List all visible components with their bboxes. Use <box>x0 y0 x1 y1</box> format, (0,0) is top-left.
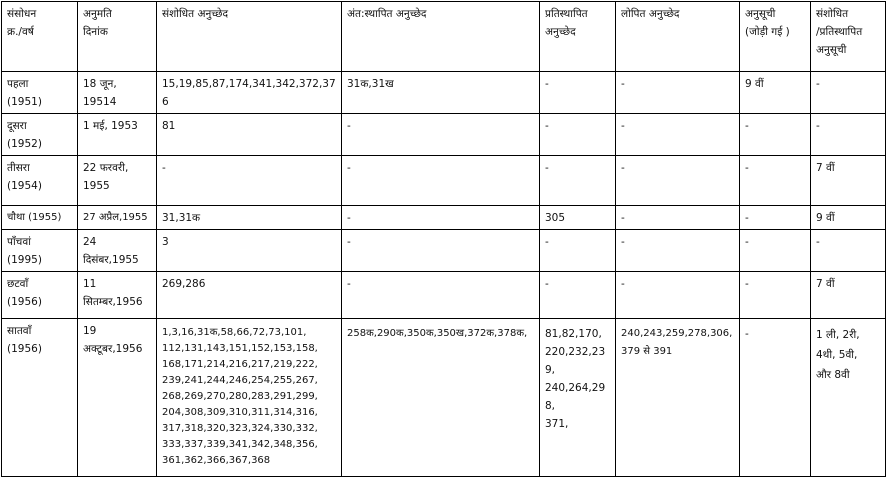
header-amended-articles: संशोधित अनुच्छेद <box>157 2 342 72</box>
cell-amended-articles: - <box>157 156 342 206</box>
cell-omitted-articles: - <box>616 272 740 319</box>
cell-amendment-year: सातवाँ (1956) <box>2 319 78 477</box>
cell-schedule-amended: 7 वीं <box>811 156 886 206</box>
cell-inserted-articles: 31क,31ख <box>342 72 540 114</box>
cell-amendment-year: छटवाँ (1956) <box>2 272 78 319</box>
cell-assent-date: 27 अप्रैल,1955 <box>78 206 157 230</box>
header-schedule-amended: संशोधित /प्रतिस्थापित अनुसूची <box>811 2 886 72</box>
cell-amendment-year: पाँचवां (1995) <box>2 230 78 272</box>
cell-schedule-added: - <box>740 319 811 477</box>
cell-assent-date: 18 जून, 19514 <box>78 72 157 114</box>
cell-schedule-added: - <box>740 230 811 272</box>
cell-amended-articles: 15,19,85,87,174,341,342,372,376 <box>157 72 342 114</box>
header-substituted-articles: प्रतिस्थापित अनुच्छेद <box>540 2 616 72</box>
table-row <box>2 206 886 230</box>
cell-amended-articles: 31,31क <box>157 206 342 230</box>
cell-amended-articles: 81 <box>157 114 342 156</box>
cell-schedule-amended: 7 वीं <box>811 272 886 319</box>
cell-substituted-articles: 81,82,170, 220,232,239, 240,264,298, 371, <box>540 319 616 477</box>
cell-schedule-amended: 9 वीं <box>811 206 886 230</box>
table-row <box>2 230 886 272</box>
cell-schedule-added: - <box>740 206 811 230</box>
cell-substituted-articles: - <box>540 230 616 272</box>
cell-assent-date: 24 दिसंबर,1955 <box>78 230 157 272</box>
cell-inserted-articles: - <box>342 114 540 156</box>
table-row <box>2 72 886 114</box>
cell-inserted-articles: 258क,290क,350क,350ख,372क,378क, <box>342 319 540 477</box>
cell-amendment-year: दूसरा (1952) <box>2 114 78 156</box>
cell-assent-date: 22 फरवरी, 1955 <box>78 156 157 206</box>
cell-substituted-articles: - <box>540 272 616 319</box>
cell-schedule-amended: - <box>811 230 886 272</box>
cell-omitted-articles: - <box>616 72 740 114</box>
cell-assent-date: 1 मई, 1953 <box>78 114 157 156</box>
cell-amended-articles: 1,3,16,31क,58,66,72,73,101, 112,131,143,151,152,153,158, 168,171,214,216,217,219,222, 239,241,244,246,254,255,267, 268,269,270,280,283,291,299, 204,308,309,310,311,314,316, 317,318,320,323,324,330,332, 333,337,339,341,342,348,356, 361,362,366,367,368 <box>157 319 342 477</box>
cell-omitted-articles: - <box>616 156 740 206</box>
cell-schedule-amended: 1 ली, 2री, 4थी, 5वी, और 8वी <box>811 319 886 477</box>
cell-inserted-articles: - <box>342 272 540 319</box>
header-omitted-articles: लोपित अनुच्छेद <box>616 2 740 72</box>
header-amendment-year: संसोधन क्र./वर्ष <box>2 2 78 72</box>
cell-omitted-articles: - <box>616 230 740 272</box>
cell-amendment-year: चौथा (1955) <box>2 206 78 230</box>
header-assent-date: अनुमति दिनांक <box>78 2 157 72</box>
cell-omitted-articles: 240,243,259,278,306, 379 से 391 <box>616 319 740 477</box>
amendments-table <box>1 1 886 477</box>
cell-amended-articles: 3 <box>157 230 342 272</box>
cell-amended-articles: 269,286 <box>157 272 342 319</box>
cell-omitted-articles: - <box>616 114 740 156</box>
table-row <box>2 319 886 477</box>
cell-inserted-articles: - <box>342 206 540 230</box>
cell-schedule-added: - <box>740 114 811 156</box>
cell-schedule-amended: - <box>811 114 886 156</box>
cell-assent-date: 11 सितम्बर,1956 <box>78 272 157 319</box>
cell-amendment-year: पहला (1951) <box>2 72 78 114</box>
cell-assent-date: 19 अक्टूबर,1956 <box>78 319 157 477</box>
cell-omitted-articles: - <box>616 206 740 230</box>
table-row <box>2 272 886 319</box>
cell-substituted-articles: - <box>540 156 616 206</box>
cell-schedule-added: - <box>740 156 811 206</box>
cell-substituted-articles: 305 <box>540 206 616 230</box>
cell-schedule-added: - <box>740 272 811 319</box>
cell-inserted-articles: - <box>342 230 540 272</box>
header-schedule-added: अनुसूची (जोड़ी गई ) <box>740 2 811 72</box>
table-row <box>2 114 886 156</box>
cell-schedule-amended: - <box>811 72 886 114</box>
cell-amendment-year: तीसरा (1954) <box>2 156 78 206</box>
cell-substituted-articles: - <box>540 114 616 156</box>
header-row <box>2 2 886 72</box>
cell-schedule-added: 9 वीं <box>740 72 811 114</box>
cell-inserted-articles: - <box>342 156 540 206</box>
header-inserted-articles: अंत:स्थापित अनुच्छेद <box>342 2 540 72</box>
table-row <box>2 156 886 206</box>
cell-substituted-articles: - <box>540 72 616 114</box>
